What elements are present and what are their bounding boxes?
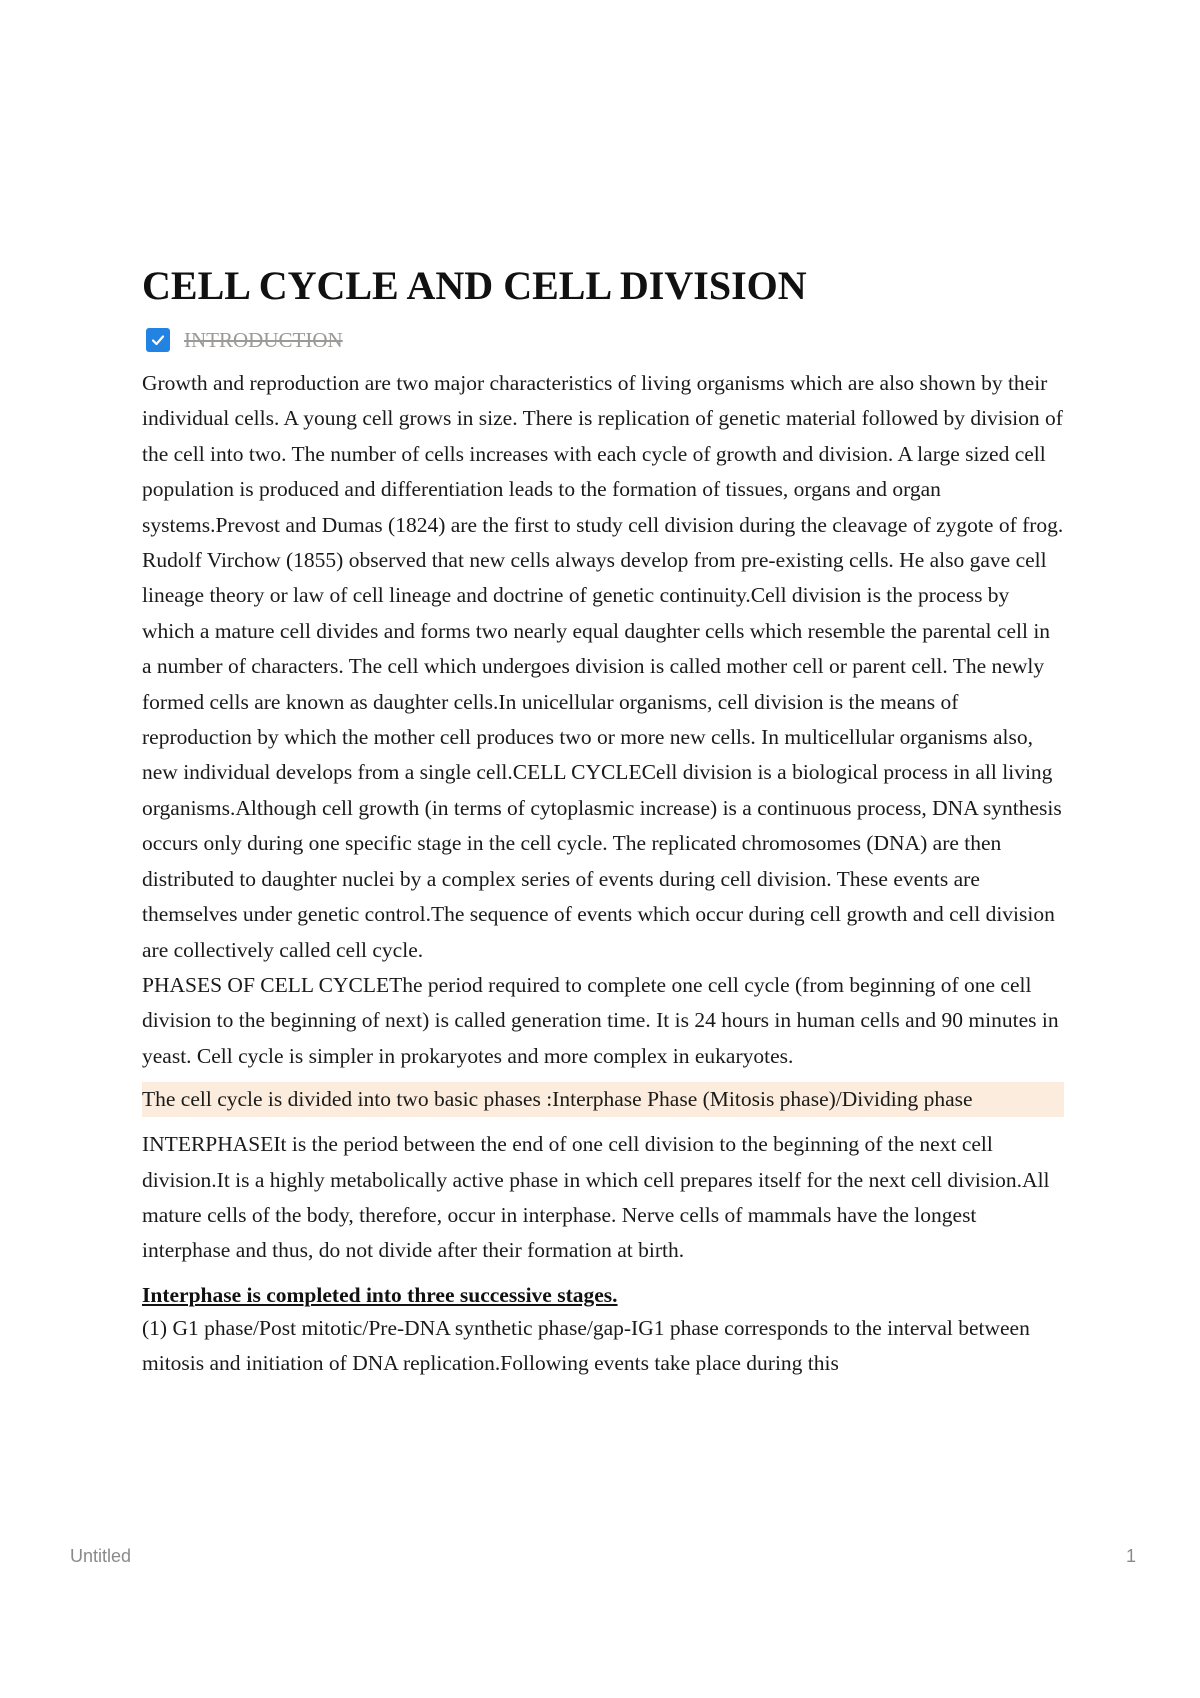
page-title: CELL CYCLE AND CELL DIVISION	[142, 263, 807, 308]
todo-item-introduction[interactable]	[142, 322, 1064, 358]
subheading-interphase-stages: Interphase is completed into three successive stages.	[142, 1282, 618, 1307]
paragraph-interphase: INTERPHASEIt is the period between the end of one cell division to the beginning of the next cell division.It is a highly metabolically active phase in which cell prepares itself for the next cell division.All mature cells of the body, therefore, occur in interphase. Nerve cells of mammals have the longest interphase and thus, do not divide after their formation at birth.	[142, 1132, 1050, 1263]
paragraph-g1-phase: (1) G1 phase/Post mitotic/Pre-DNA synthetic phase/gap-IG1 phase corresponds to the interval between mitosis and initiation of DNA replication.Following events take place during this	[142, 1315, 1030, 1376]
paragraph-introduction: Growth and reproduction are two major characteristics of living organisms which are also shown by their individual cells. A young cell grows in size. There is replication of genetic material followed by division of the cell into two. The number of cells increases with each cycle of growth and division. A large sized cell population is produced and differentiation leads to the formation of tissues, organs and organ systems.Prevost and Dumas (1824) are the first to study cell division during the cleavage of zygote of frog. Rudolf Virchow (1855) observed that new cells always develop from pre-existing cells. He also gave cell lineage theory or law of cell lineage and doctrine of genetic continuity.Cell division is the process by which a mature cell divides and forms two nearly equal daughter cells which resemble the parental cell in a number of characters. The cell which undergoes division is called mother cell or parent cell. The newly formed cells are known as daughter cells.In unicellular organisms, cell division is the means of reproduction by which the mother cell produces two or more new cells. In multicellular organisms also, new individual develops from a single cell.CELL CYCLECell division is a biological process in all living organisms.Although cell growth (in terms of cytoplasmic increase) is a continuous process, DNA synthesis occurs only during one specific stage in the cell cycle. The replicated chromosomes (DNA) are then distributed to daughter nuclei by a complex series of events during cell division. These events are themselves under genetic control.The sequence of events which occur during cell growth and cell division are collectively called cell cycle.	[142, 371, 1064, 962]
footer-page-number: 1	[1125, 1546, 1136, 1566]
page-content	[142, 262, 1064, 1382]
footer-document-name: Untitled	[70, 1546, 132, 1566]
todo-label: INTRODUCTION	[184, 327, 343, 352]
checked-checkbox-icon[interactable]	[146, 328, 170, 352]
paragraph-phases: PHASES OF CELL CYCLEThe period required to complete one cell cycle (from beginning of one cell division to the beginning of next) is called generation time. It is 24 hours in human cells and 90 minutes in yeast. Cell cycle is simpler in prokaryotes and more complex in eukaryotes.	[142, 972, 1059, 1068]
highlighted-callout: The cell cycle is divided into two basic phases :Interphase Phase (Mitosis phase)/Dividing phase	[142, 1082, 1064, 1117]
